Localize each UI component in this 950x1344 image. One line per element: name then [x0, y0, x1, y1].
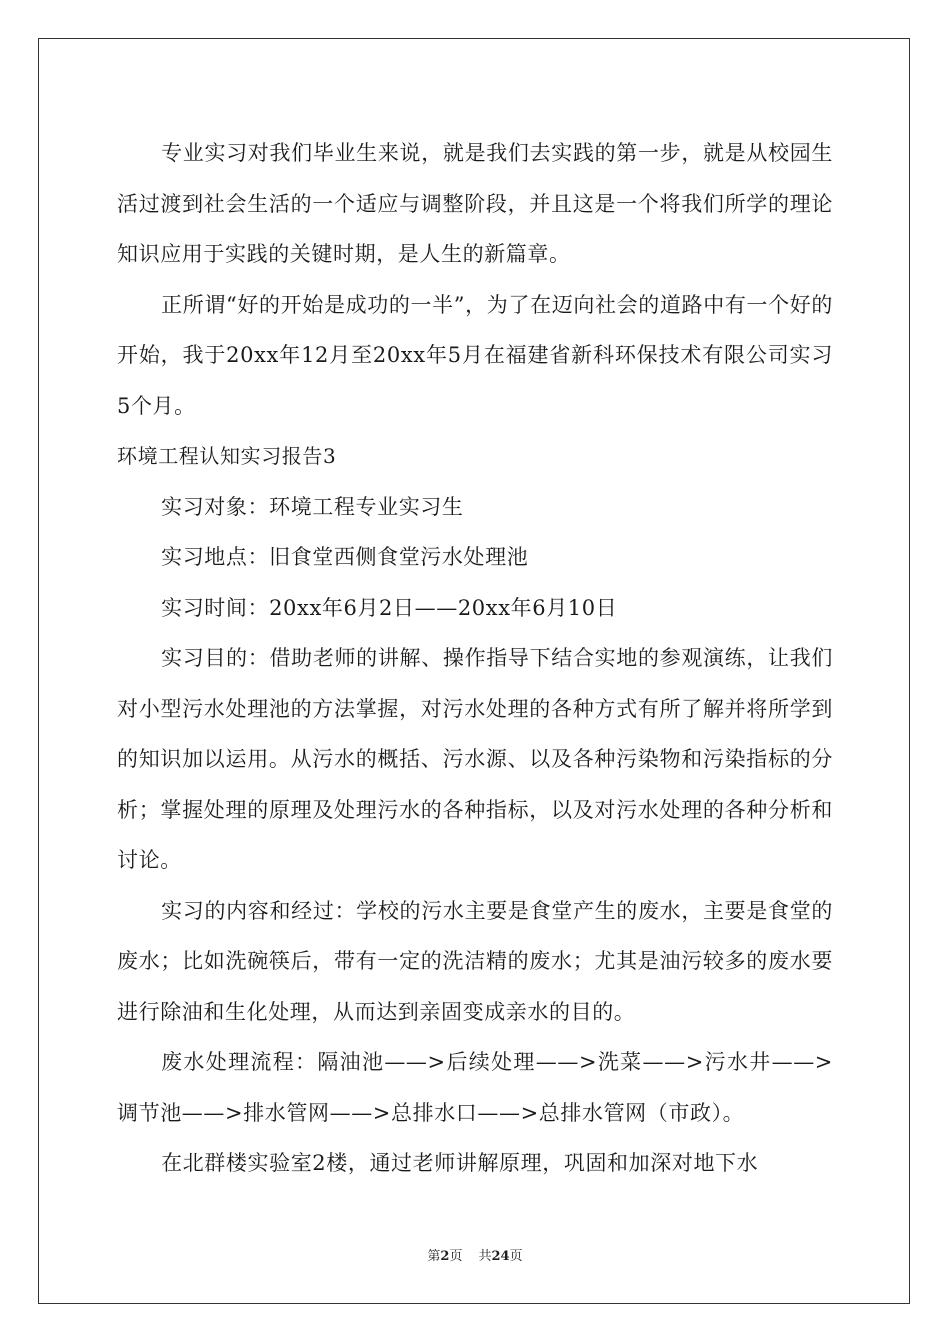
section-heading: 环境工程认知实习报告3 — [117, 444, 337, 468]
page-footer — [0, 1245, 950, 1264]
paragraph: 在北群楼实验室2楼，通过老师讲解原理，巩固和加深对地下水 — [161, 1151, 759, 1175]
total-pages: 24 — [491, 1249, 510, 1264]
page-number: 2 — [440, 1249, 450, 1264]
paragraph: 实习对象：环境工程专业实习生 — [161, 494, 464, 519]
paragraph: 实习地点：旧食堂西侧食堂污水处理池 — [161, 545, 529, 569]
paragraph: 正所谓“好的开始是成功的一半”，为了在迈向社会的道路中有一个好的开始，我于20xx年12月至20xx年5月在福建省新科环保技术有限公司实习5个月。 — [117, 292, 833, 418]
paragraph: 实习时间：20xx年6月2日——20xx年6月10日 — [161, 595, 618, 620]
paragraph: 专业实习对我们毕业生来说，就是我们去实践的第一步，就是从校园生活过渡到社会生活的一个适应与调整阶段，并且这是一个将我们所学的理论知识应用于实践的关键时期，是人生的新篇章。 — [117, 141, 833, 266]
document-body — [117, 128, 833, 1189]
total-suffix: 页 — [509, 1249, 523, 1264]
page-prefix: 第 — [427, 1249, 441, 1264]
total-prefix: 共 — [478, 1249, 492, 1264]
paragraph: 实习的内容和经过：学校的污水主要是食堂产生的废水，主要是食堂的废水；比如洗碗筷后，带有一定的洗洁精的废水；尤其是油污较多的废水要进行除油和生化处理，从而达到亲固变成亲水的目的。 — [117, 898, 833, 1024]
page-suffix: 页 — [449, 1249, 463, 1264]
paragraph: 实习目的：借助老师的讲解、操作指导下结合实地的参观演练，让我们对小型污水处理池的方法掌握，对污水处理的各种方式有所了解并将所学到的知识加以运用。从污水的概括、污水源、以及各种污染物和污染指标的分析；掌握处理的原理及处理污水的各种指标，以及对污水处理的各种分析和讨论。 — [117, 646, 833, 872]
paragraph: 废水处理流程：隔油池——>后续处理——>洗菜——>污水井——>调节池——>排水管网——>总排水口——>总排水管网（市政）。 — [117, 1050, 833, 1125]
